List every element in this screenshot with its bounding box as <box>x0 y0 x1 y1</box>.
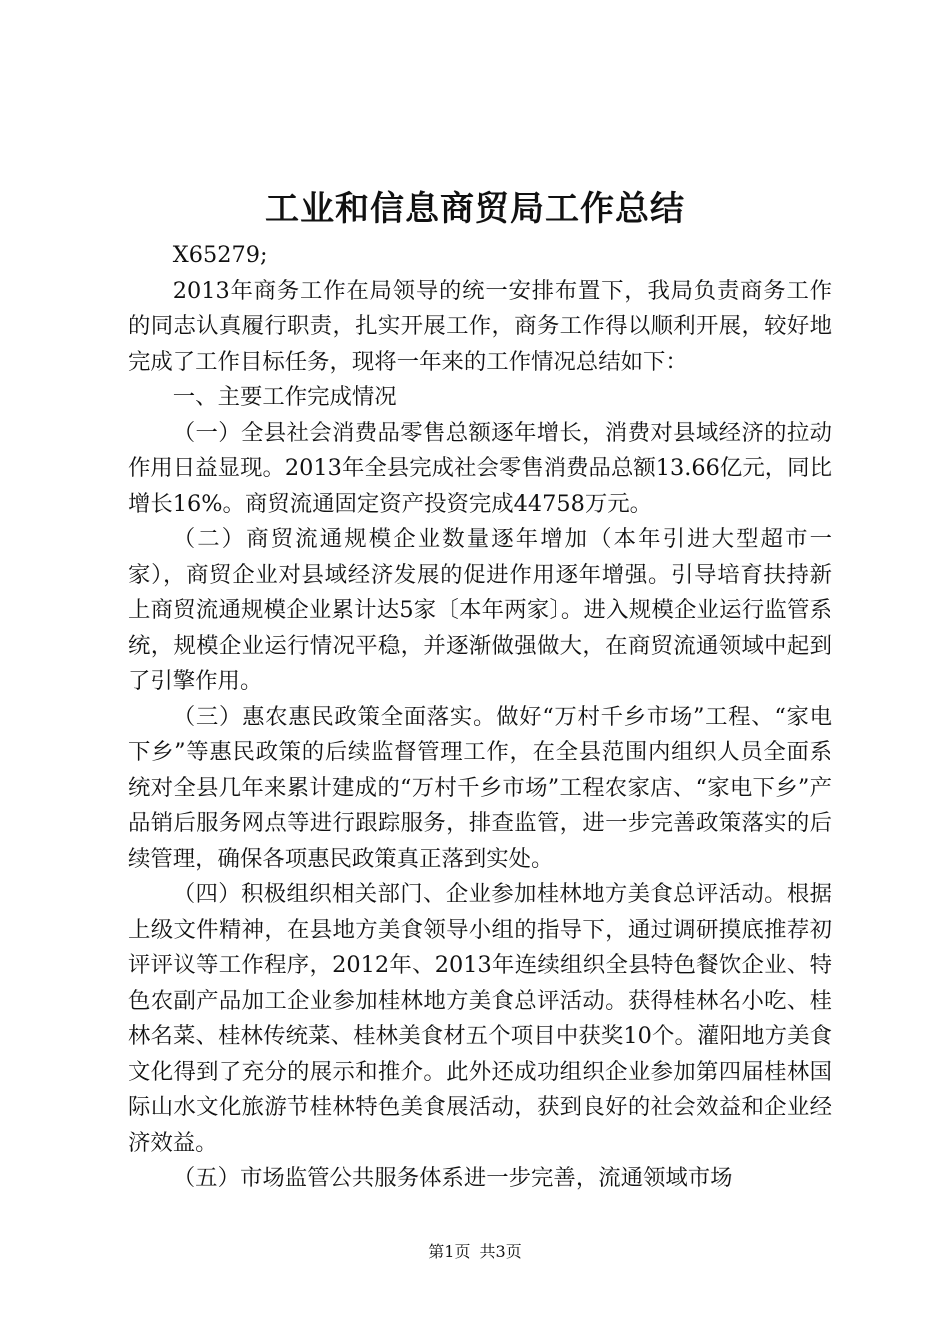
document-code: X65279; <box>172 242 268 268</box>
document-title: 工业和信息商贸局工作总结 <box>265 189 685 229</box>
document-body <box>128 238 832 1197</box>
item-paragraph-2: （二）商贸流通规模企业数量逐年增加（本年引进大型超市一家），商贸企业对县域经济发展的促进作用逐年增强。引导培育扶持新上商贸流通规模企业累计达5家〔本年两家〕。进入规模企业运行监管系统，规模企业运行情况平稳，并逐渐做强做大，在商贸流通领域中起到了引擎作用。 <box>128 526 832 694</box>
item-paragraph-3: （三）惠农惠民政策全面落实。做好“万村千乡市场”工程、“家电下乡”等惠民政策的后续监督管理工作，在全县范围内组织人员全面系统对全县几年来累计建成的“万村千乡市场”工程农家店、“家电下乡”产品销后服务网点等进行跟踪服务，排查监管，进一步完善政策落实的后续管理，确保各项惠民政策真正落到实处。 <box>128 703 832 872</box>
item-paragraph-4: （四）积极组织相关部门、企业参加桂林地方美食总评活动。根据上级文件精神，在县地方美食领导小组的指导下，通过调研摸底推荐初评评议等工作程序，2012年、2013年连续组织全县特色餐饮企业、特色农副产品加工企业参加桂林地方美食总评活动。获得桂林名小吃、桂林名菜、桂林传统菜、桂林美食材五个项目中获奖10个。灌阳地方美食文化得到了充分的展示和推介。此外还成功组织企业参加第四届桂林国际山水文化旅游节桂林特色美食展活动，获到良好的社会效益和企业经济效益。 <box>128 881 832 1156</box>
page-number: 第1页 <box>428 1242 471 1261</box>
section-heading: 一、主要工作完成情况 <box>172 384 397 410</box>
item-paragraph-5: （五）市场监管公共服务体系进一步完善，流通领域市场 <box>172 1165 733 1191</box>
intro-paragraph: 2013年商务工作在局领导的统一安排布置下，我局负责商务工作的同志认真履行职责，扎实开展工作，商务工作得以顺利开展，较好地完成了工作目标任务，现将一年来的工作情况总结如下： <box>128 277 832 375</box>
page-footer <box>0 1241 950 1263</box>
item-paragraph-1: （一）全县社会消费品零售总额逐年增长，消费对县域经济的拉动作用日益显现。2013年全县完成社会零售消费品总额13.66亿元，同比增长16%。商贸流通固定资产投资完成44758万元。 <box>128 419 832 517</box>
page-total: 共3页 <box>479 1242 522 1261</box>
